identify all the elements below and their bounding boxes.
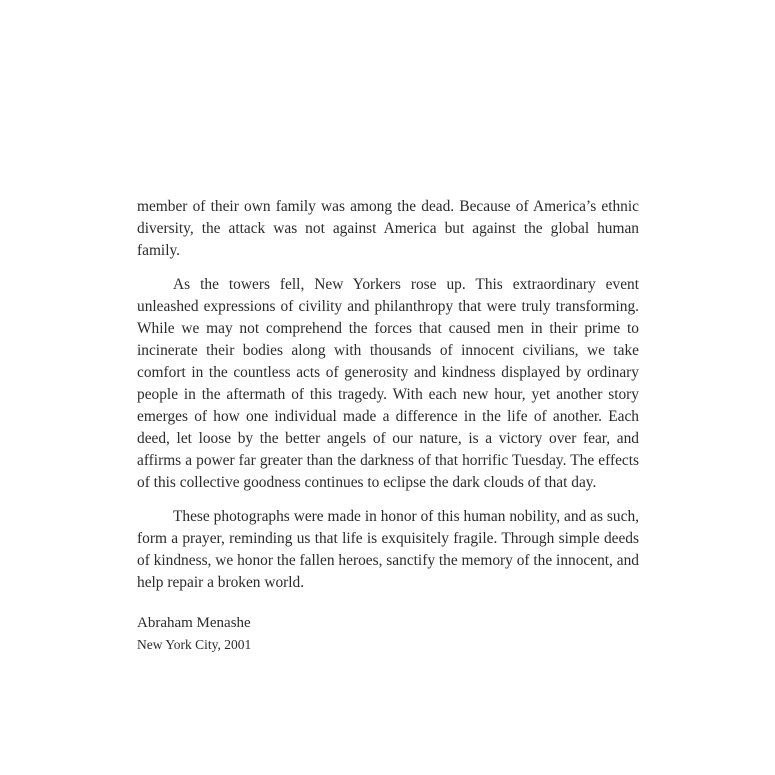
essay-paragraph-2: As the towers fell, New Yorkers rose up. This extraordinary event unleashed expressions of civility and philanthropy that were truly transforming. While we may not comprehend the forces that caused men in their prime to incinerate their bodies along with thousands of innocent civilians, we take comfort in the countless acts of generosity and kindness displayed by ordinary people in the aftermath of this tragedy. With each new hour, yet another story emerges of how one individual made a difference in the life of another. Each deed, let loose by the better angels of our nature, is a victory over fear, and affirms a power far greater than the darkness of that horrific Tuesday. The effects of this collective goodness continues to eclipse the dark clouds of that day. xyxy=(137,276,639,491)
place-and-date: New York City, 2001 xyxy=(137,637,252,652)
essay-paragraph-1: member of their own family was among the dead. Because of America’s ethnic diversity, the attack was not against America but against the global human family. xyxy=(137,198,639,259)
essay-page xyxy=(137,196,639,656)
author-name: Abraham Menashe xyxy=(137,615,251,631)
essay-paragraph-3: These photographs were made in honor of this human nobility, and as such, form a prayer, reminding us that life is exquisitely fragile. Through simple deeds of kindness, we honor the fallen heroes, sanctify the memory of the innocent, and help repair a broken world. xyxy=(137,508,639,591)
signature-block xyxy=(137,612,639,656)
